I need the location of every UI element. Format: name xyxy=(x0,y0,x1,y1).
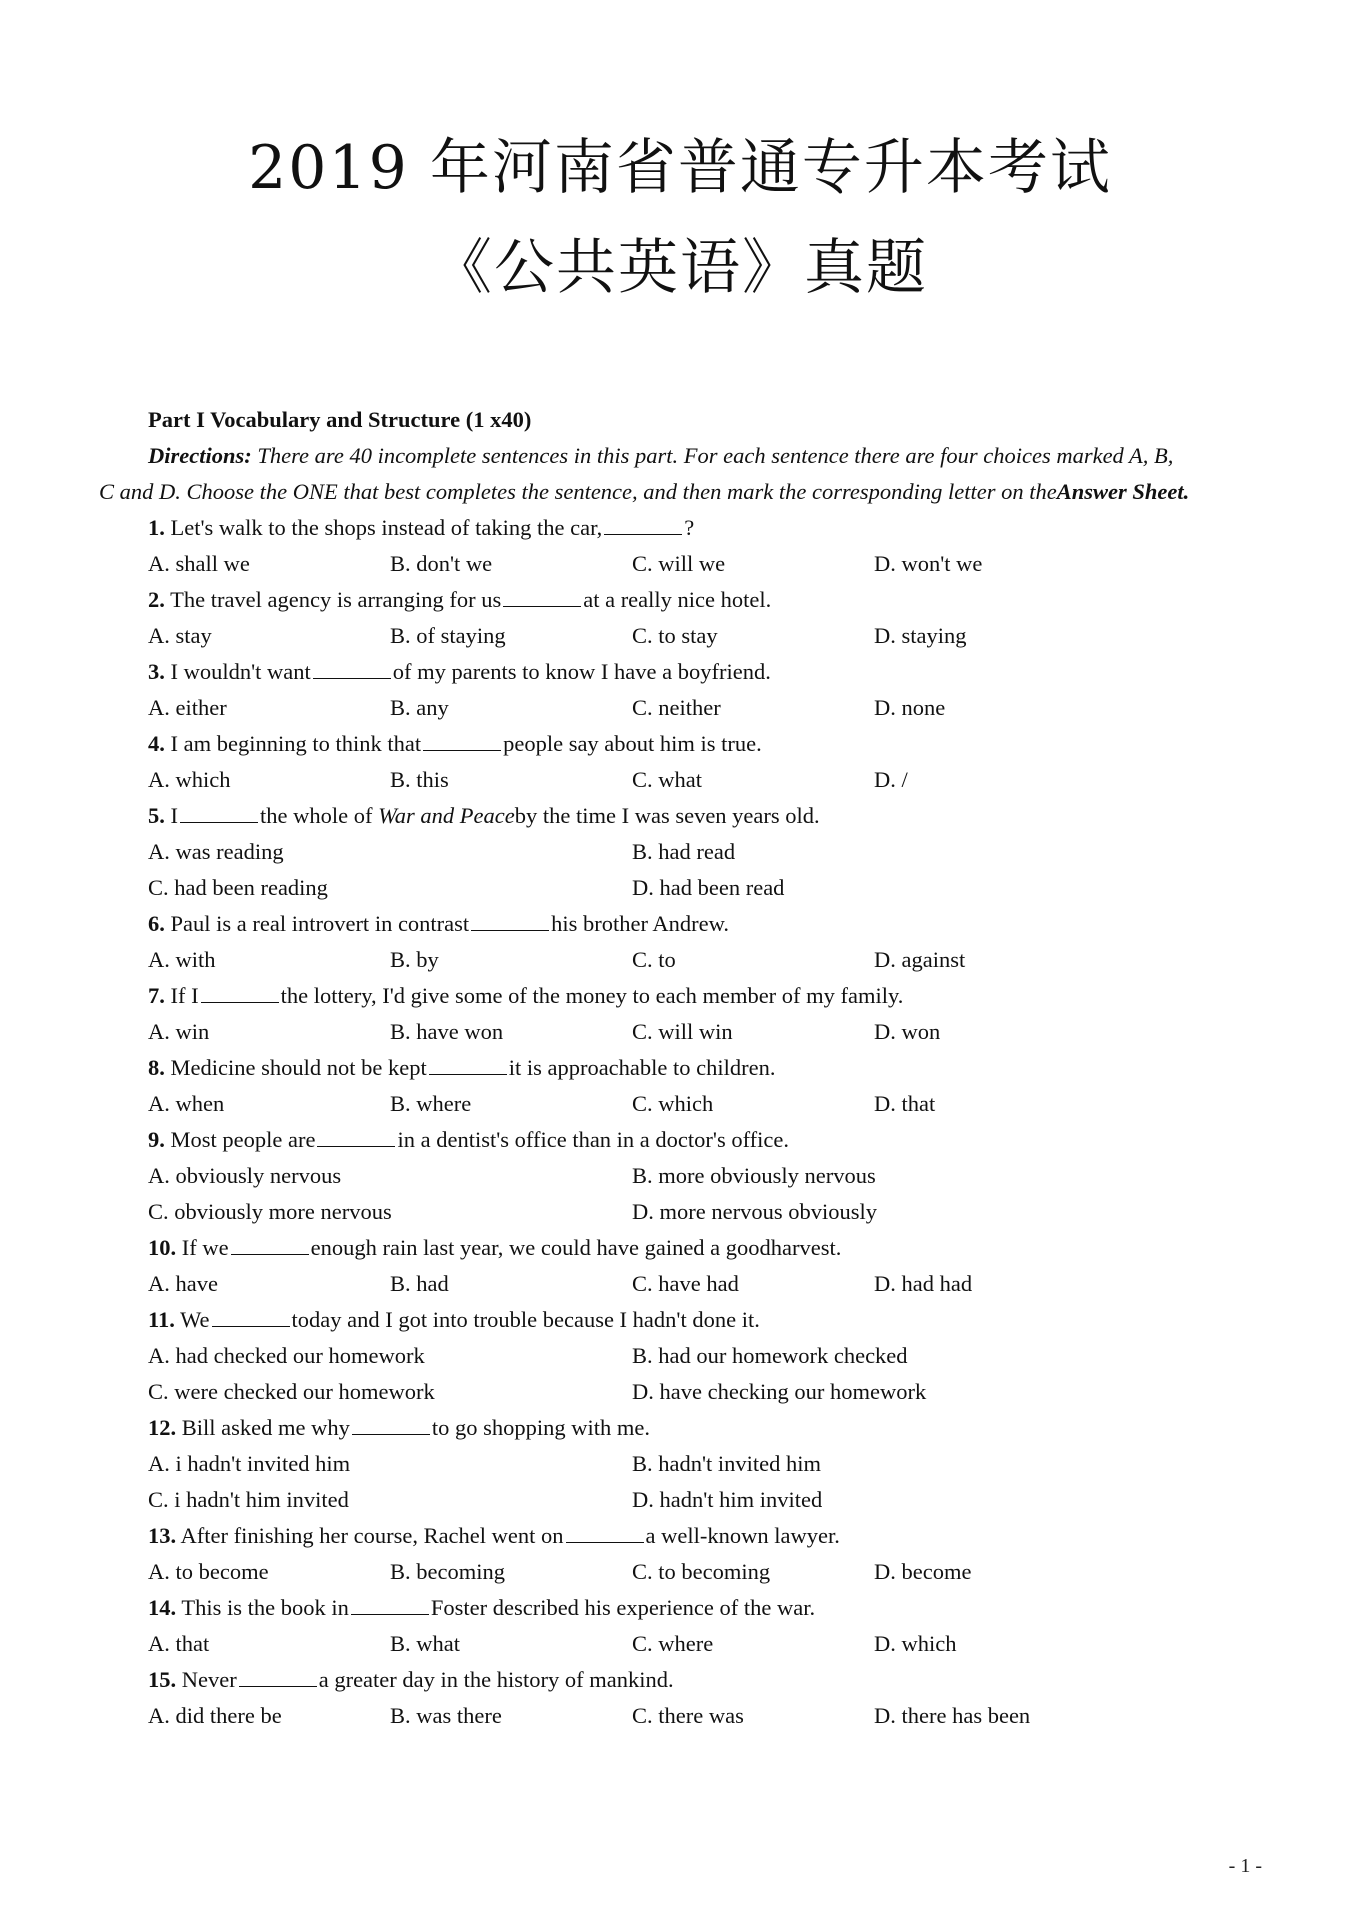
answer-option: A. to become xyxy=(148,1559,269,1584)
question-number: 15. xyxy=(148,1667,177,1692)
answer-option: A. was reading xyxy=(148,839,284,864)
question-number: 4. xyxy=(148,731,165,756)
part-heading: Part I Vocabulary and Structure (1 x40) xyxy=(148,407,532,432)
answer-option: D. won xyxy=(874,1019,941,1044)
question-text-after: of my parents to know I have a boyfriend. xyxy=(392,659,771,684)
answer-option: C. to xyxy=(632,947,676,972)
answer-option: B. was there xyxy=(390,1703,502,1728)
question-text-before: Paul is a real introvert in contrast xyxy=(170,911,470,936)
answer-blank xyxy=(231,1232,309,1255)
question-text-after: in a dentist's office than in a doctor's office. xyxy=(397,1127,790,1152)
answer-option: D. become xyxy=(874,1559,972,1584)
answer-option: D. more nervous obviously xyxy=(632,1199,877,1224)
answer-option: A. stay xyxy=(148,623,212,648)
answer-blank xyxy=(503,584,581,607)
option-row xyxy=(99,618,1289,654)
question-number: 13. xyxy=(148,1523,177,1548)
question-text-before: If we xyxy=(181,1235,229,1260)
answer-option: A. obviously nervous xyxy=(148,1163,342,1188)
question-stem xyxy=(99,1122,1289,1158)
question-stem xyxy=(99,510,1289,546)
option-row xyxy=(99,1626,1289,1662)
option-row xyxy=(99,1482,1289,1518)
document-title xyxy=(0,118,1360,318)
directions-line-1 xyxy=(99,438,1289,474)
question-text-after: it is approachable to children. xyxy=(508,1055,776,1080)
answer-option: D. against xyxy=(874,947,966,972)
answer-option: C. obviously more nervous xyxy=(148,1199,392,1224)
option-row xyxy=(99,834,1289,870)
question-stem xyxy=(99,1410,1289,1446)
answer-option: C. will win xyxy=(632,1019,733,1044)
option-row xyxy=(99,1194,1289,1230)
answer-option: B. what xyxy=(390,1631,460,1656)
answer-option: D. there has been xyxy=(874,1703,1031,1728)
option-row xyxy=(99,870,1289,906)
answer-blank xyxy=(201,980,279,1003)
answer-option: A. which xyxy=(148,767,231,792)
question-number: 5. xyxy=(148,803,165,828)
question-text-before: I am beginning to think that xyxy=(170,731,422,756)
answer-option: C. have had xyxy=(632,1271,739,1296)
answer-option: A. that xyxy=(148,1631,210,1656)
question-text-before: Most people are xyxy=(170,1127,316,1152)
answer-option: C. what xyxy=(632,767,702,792)
question-stem xyxy=(99,1518,1289,1554)
answer-option: C. will we xyxy=(632,551,726,576)
answer-option: C. neither xyxy=(632,695,721,720)
answer-blank xyxy=(317,1124,395,1147)
question-number: 10. xyxy=(148,1235,177,1260)
answer-option: B. hadn't invited him xyxy=(632,1451,822,1476)
answer-option: C. had been reading xyxy=(148,875,328,900)
answer-option: A. win xyxy=(148,1019,210,1044)
option-row xyxy=(99,1086,1289,1122)
directions-label: Directions: xyxy=(148,443,252,468)
question-text-before: I xyxy=(170,803,178,828)
answer-option: B. where xyxy=(390,1091,472,1116)
option-row xyxy=(99,1014,1289,1050)
answer-blank xyxy=(313,656,391,679)
option-row xyxy=(99,690,1289,726)
answer-option: B. had our homework checked xyxy=(632,1343,908,1368)
question-text-before: We xyxy=(180,1307,210,1332)
question-text-after: to go shopping with me. xyxy=(431,1415,650,1440)
option-row xyxy=(99,1158,1289,1194)
question-stem xyxy=(99,906,1289,942)
option-row xyxy=(99,1446,1289,1482)
answer-blank xyxy=(604,512,682,535)
question-text-after: a well-known lawyer. xyxy=(645,1523,840,1548)
question-text-after: by the time I was seven years old. xyxy=(514,803,820,828)
question-number: 12. xyxy=(148,1415,177,1440)
question-text-before: Bill asked me why xyxy=(181,1415,350,1440)
answer-blank xyxy=(351,1592,429,1615)
answer-option: D. / xyxy=(874,767,908,792)
answer-option: C. were checked our homework xyxy=(148,1379,435,1404)
answer-option: C. to stay xyxy=(632,623,718,648)
answer-blank xyxy=(212,1304,290,1327)
directions-text-2: C and D. Choose the ONE that best completes the sentence, and then mark the corresponding letter on the xyxy=(99,479,1057,504)
question-number: 11. xyxy=(148,1307,175,1332)
answer-option: C. there was xyxy=(632,1703,744,1728)
question-stem xyxy=(99,654,1289,690)
directions-line-2 xyxy=(99,474,1289,510)
directions-text-1: There are 40 incomplete sentences in this part. For each sentence there are four choices marked A, B, xyxy=(251,443,1174,468)
answer-blank xyxy=(429,1052,507,1075)
answer-blank xyxy=(423,728,501,751)
answer-option: D. that xyxy=(874,1091,936,1116)
question-text-after: ? xyxy=(684,515,695,540)
answer-option: C. which xyxy=(632,1091,714,1116)
answer-blank xyxy=(239,1664,317,1687)
question-text-after: a greater day in the history of mankind. xyxy=(318,1667,674,1692)
question-text-mid: the whole of xyxy=(260,803,379,828)
option-row xyxy=(99,1698,1289,1734)
question-stem xyxy=(99,1662,1289,1698)
answer-blank xyxy=(352,1412,430,1435)
question-list xyxy=(99,510,1289,1734)
answer-option: D. none xyxy=(874,695,946,720)
answer-blank xyxy=(566,1520,644,1543)
answer-option: A. have xyxy=(148,1271,218,1296)
answer-option: D. had been read xyxy=(632,875,785,900)
question-stem xyxy=(99,1302,1289,1338)
answer-option: B. by xyxy=(390,947,439,972)
question-number: 3. xyxy=(148,659,165,684)
answer-option: B. don't we xyxy=(390,551,493,576)
answer-option: C. to becoming xyxy=(632,1559,771,1584)
question-number: 6. xyxy=(148,911,165,936)
question-text-before: I wouldn't want xyxy=(170,659,311,684)
answer-option: A. i hadn't invited him xyxy=(148,1451,351,1476)
question-text-after: the lottery, I'd give some of the money to each member of my family. xyxy=(280,983,904,1008)
answer-option: B. had xyxy=(390,1271,449,1296)
question-stem xyxy=(99,1050,1289,1086)
question-text-italic: War and Peace xyxy=(378,803,515,828)
answer-option: B. of staying xyxy=(390,623,506,648)
question-number: 8. xyxy=(148,1055,165,1080)
answer-option: D. hadn't him invited xyxy=(632,1487,823,1512)
question-text-before: This is the book in xyxy=(181,1595,349,1620)
answer-option: C. i hadn't him invited xyxy=(148,1487,349,1512)
question-number: 1. xyxy=(148,515,165,540)
exam-content xyxy=(99,402,1289,1734)
question-stem xyxy=(99,726,1289,762)
question-text-before: If I xyxy=(170,983,199,1008)
question-number: 14. xyxy=(148,1595,177,1620)
question-stem xyxy=(99,798,1289,834)
question-text-after: today and I got into trouble because I hadn't done it. xyxy=(291,1307,760,1332)
answer-option: A. when xyxy=(148,1091,225,1116)
answer-option: C. where xyxy=(632,1631,714,1656)
answer-option: B. this xyxy=(390,767,449,792)
answer-option: B. more obviously nervous xyxy=(632,1163,876,1188)
question-text-before: Let's walk to the shops instead of taking the car, xyxy=(170,515,603,540)
question-number: 2. xyxy=(148,587,165,612)
option-row xyxy=(99,762,1289,798)
option-row xyxy=(99,1374,1289,1410)
question-text-after: his brother Andrew. xyxy=(551,911,730,936)
answer-option: A. either xyxy=(148,695,227,720)
question-number: 7. xyxy=(148,983,165,1008)
option-row xyxy=(99,1554,1289,1590)
answer-option: D. staying xyxy=(874,623,967,648)
question-text-after: enough rain last year, we could have gained a goodharvest. xyxy=(310,1235,842,1260)
question-text-before: The travel agency is arranging for us xyxy=(170,587,502,612)
question-text-after: at a really nice hotel. xyxy=(583,587,772,612)
answer-option: D. have checking our homework xyxy=(632,1379,927,1404)
question-stem xyxy=(99,1590,1289,1626)
option-row xyxy=(99,1266,1289,1302)
question-text-after: Foster described his experience of the war. xyxy=(430,1595,816,1620)
title-line-2: 《公共英语》真题 xyxy=(432,233,928,303)
answer-option: B. had read xyxy=(632,839,736,864)
answer-option: B. have won xyxy=(390,1019,504,1044)
question-stem xyxy=(99,582,1289,618)
question-text-before: Never xyxy=(181,1667,237,1692)
answer-option: A. shall we xyxy=(148,551,250,576)
answer-option: D. had had xyxy=(874,1271,973,1296)
answer-option: A. with xyxy=(148,947,216,972)
question-number: 9. xyxy=(148,1127,165,1152)
question-text-before: Medicine should not be kept xyxy=(170,1055,427,1080)
answer-option: A. had checked our homework xyxy=(148,1343,425,1368)
question-text-before: After finishing her course, Rachel went on xyxy=(180,1523,564,1548)
question-text-after: people say about him is true. xyxy=(503,731,762,756)
answer-option: A. did there be xyxy=(148,1703,282,1728)
answer-option: B. any xyxy=(390,695,449,720)
option-row xyxy=(99,546,1289,582)
question-stem xyxy=(99,978,1289,1014)
answer-blank xyxy=(471,908,549,931)
answer-option: D. won't we xyxy=(874,551,983,576)
question-stem xyxy=(99,1230,1289,1266)
option-row xyxy=(99,942,1289,978)
page-number: - 1 - xyxy=(1228,1855,1262,1877)
answer-blank xyxy=(180,800,258,823)
option-row xyxy=(99,1338,1289,1374)
title-line-1: 2019 年河南省普通专升本考试 xyxy=(248,133,1112,203)
answer-option: D. which xyxy=(874,1631,957,1656)
answer-option: B. becoming xyxy=(390,1559,505,1584)
directions-bold: Answer Sheet. xyxy=(1056,479,1190,504)
